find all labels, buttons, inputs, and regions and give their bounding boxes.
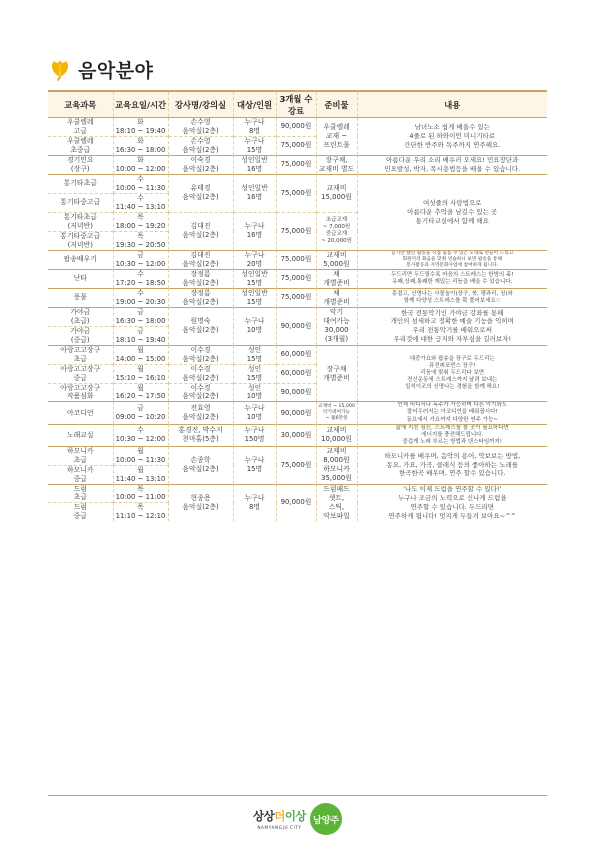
section-title: 음악분야 xyxy=(78,59,154,82)
course-fee: 90,000원 xyxy=(276,118,316,137)
course-time: 월 15:10 ~ 16:10 xyxy=(113,364,168,383)
course-time: 목 11:10 ~ 12:10 xyxy=(113,503,168,521)
course-instructor: 손수영 음악실(2층) xyxy=(168,136,233,155)
course-fee: 75,000원 xyxy=(276,250,316,269)
course-time: 수 10:30 ~ 12:00 xyxy=(113,424,168,446)
course-description: 언제 어디서나 독주가 가능하며 다른 악기와도 잘어우러지는 아코디언을 배워봅시다! 동요에서 가요까지 다양한 연주 가능~ xyxy=(357,402,547,424)
course-materials: 드럼패드 셋트, 스틱, 악보파일 xyxy=(316,484,357,521)
course-description: 여섯줄의 사랑법으로 아름다운 추억을 남길수 있는 곳 통기타교실에서 함께 해요 xyxy=(357,174,547,250)
course-name: 경기민요 (장구) xyxy=(48,155,113,174)
course-materials: 채 개별준비 xyxy=(316,288,357,307)
column-header: 내용 xyxy=(357,92,547,118)
course-name: 하모니카 초급 xyxy=(48,446,113,465)
course-name: 드럼 중급 xyxy=(48,503,113,521)
course-target: 성인 15명 xyxy=(233,345,276,364)
course-description: 삶에 지친 심신, 스트레스를 풀 곳이 필요하다면 에너지를 충전해드립니다. 즐겁게 노래 부르는 방법과 댄스타임까지! xyxy=(357,424,547,446)
course-materials: 교재비 ~ 15,000 악기대여가능 ~ 월6만원 xyxy=(316,402,357,424)
column-header: 3개월 수강료 xyxy=(276,92,316,118)
course-fee: 75,000원 xyxy=(276,212,316,250)
course-fee: 60,000원 xyxy=(276,345,316,364)
slogan-text xyxy=(253,808,306,824)
course-description: 하모니카를 배우며, 음악의 용어, 악보보는 방법, 동요, 가요, 가곡, 클래식 등의 좋아하는 노래를 한곡한곡 배우며, 연주 할수 있습니다. xyxy=(357,446,547,484)
course-fee: 75,000원 xyxy=(276,269,316,288)
course-description: 두드리면 두드릴수록 마음의 스트레스는 한방의 훅! 유쾌,상쾌,통쾌한 재밌는 리듬을 배울 수 있습니다. xyxy=(357,269,547,288)
course-table xyxy=(48,92,547,521)
course-time: 수 17:20 ~ 18:50 xyxy=(113,269,168,288)
course-fee: 90,000원 xyxy=(276,383,316,402)
course-name: 우쿨렐레 초중급 xyxy=(48,136,113,155)
slogan-part: 이상 xyxy=(284,809,307,823)
course-time: 목 19:30 ~ 20:50 xyxy=(113,231,168,250)
course-target: 성인일반 16명 xyxy=(233,174,276,212)
column-header: 강사명/강의실 xyxy=(168,92,233,118)
course-name: 통기타초급 xyxy=(48,174,113,193)
course-materials: 초급교재 ~ 7,000원 중급교재 ~ 20,000원 xyxy=(316,212,357,250)
course-time: 월 10:00 ~ 11:30 xyxy=(113,446,168,465)
table-bottom-rule xyxy=(48,795,547,796)
course-materials: 교재비 15,000원 xyxy=(316,174,357,212)
table-header-row xyxy=(48,92,547,118)
course-fee: 75,000원 xyxy=(276,155,316,174)
course-name: 팝송배우기 xyxy=(48,250,113,269)
course-fee: 60,000원 xyxy=(276,364,316,383)
course-instructor: 손종학 음악실(2층) xyxy=(168,446,233,484)
city-logo xyxy=(253,802,342,836)
course-name: 우쿨렐레 고급 xyxy=(48,118,113,137)
course-description: 흥겹고, 신명나는 사물놀이(장구, 북, 꽹과리, 징)와 함께 다양성 스트레스를 확 풀어보세요♡ xyxy=(357,288,547,307)
section-header xyxy=(48,56,153,82)
course-time: 금 16:30 ~ 18:00 xyxy=(113,307,168,326)
course-name: 가야금 (중급) xyxy=(48,326,113,345)
course-target: 누구나 8명 xyxy=(233,484,276,521)
ginkgo-leaf-icon xyxy=(48,57,72,81)
course-instructor: 이수경 음악실(2층) xyxy=(168,345,233,364)
column-header: 교육요일/시간 xyxy=(113,92,168,118)
course-target: 누구나 10명 xyxy=(233,307,276,345)
course-target: 성인일반 15명 xyxy=(233,269,276,288)
course-materials: 악기 대여가능 30,000 (3개월) xyxy=(316,307,357,345)
course-description: 한국 전통악기인 가야금 강좌를 통해 개인의 섬세하고 정확한 예술 기능을 익히며 우리 전통악기를 배워으로써 우리것에 대한 긍지와 자부심을 길러보자! xyxy=(357,307,547,345)
course-instructor: 원명숙 음악실(2층) xyxy=(168,307,233,345)
city-slogan xyxy=(253,808,306,830)
course-instructor: 김대진 음악실(2층) xyxy=(168,250,233,269)
course-fee: 90,000원 xyxy=(276,484,316,521)
course-name: 통기타초급 (저녁반) xyxy=(48,212,113,231)
course-name: 노래교실 xyxy=(48,424,113,446)
course-instructor: 전효영 음악실(2층) xyxy=(168,402,233,424)
course-target: 누구나 15명 xyxy=(233,446,276,484)
column-header: 대상/인원 xyxy=(233,92,276,118)
course-time: 수 10:00 ~ 11:30 xyxy=(113,174,168,193)
course-fee: 75,000원 xyxy=(276,288,316,307)
course-time: 화 16:30 ~ 18:00 xyxy=(113,136,168,155)
course-materials: 우쿨렐레 교재 ~ 프린트물 xyxy=(316,118,357,156)
course-target: 누구나 15명 xyxy=(233,136,276,155)
course-materials: 교재비 8,000원 하모니카 35,000원 xyxy=(316,446,357,484)
city-badge: 남양주 xyxy=(310,803,342,835)
course-description: '나도 이제 드럼을 연주할 수 있다!' 누구나 조금의 노력으로 신나게 드럼을 연주할 수 있습니다. 두드리면 연주하게 됩니다! 멋지게 두들겨 보아요~^^ xyxy=(357,484,547,521)
course-materials: 교재비 10,000원 xyxy=(316,424,357,446)
course-name: 아랑고고장구 중급 xyxy=(48,364,113,383)
course-target: 성인일반 16명 xyxy=(233,155,276,174)
course-time: 수 19:00 ~ 20:30 xyxy=(113,288,168,307)
course-fee: 90,000원 xyxy=(276,402,316,424)
course-target: 누구나 8명 xyxy=(233,118,276,137)
course-time: 금 10:30 ~ 12:00 xyxy=(113,250,168,269)
course-instructor: 유태경 음악실(2층) xyxy=(168,174,233,212)
column-header: 교육과목 xyxy=(48,92,113,118)
course-name: 통기타중고급 xyxy=(48,193,113,212)
course-instructor: 장정름 음악실(2층) xyxy=(168,269,233,288)
course-fee: 30,000원 xyxy=(276,424,316,446)
course-name: 통기타중고급 (저녁반) xyxy=(48,231,113,250)
course-materials: 장구채 개별준비 xyxy=(316,345,357,402)
course-time: 월 16:20 ~ 17:50 xyxy=(113,383,168,402)
course-fee: 90,000원 xyxy=(276,307,316,345)
course-name: 풍물 xyxy=(48,288,113,307)
course-description: 남녀노소 쉽게 배울수 있는 4줄로 된 하와이언 미니기타로 간단한 반주와 독주까지 연주해요. xyxy=(357,118,547,156)
course-name: 아랑고고장구 작품심화 xyxy=(48,383,113,402)
course-instructor: 이숙경 음악실(2층) xyxy=(168,155,233,174)
course-fee: 75,000원 xyxy=(276,446,316,484)
course-target: 성인 15명 xyxy=(233,364,276,383)
course-description: 대중가요와 팝송을 장구로 두드리는 퓨전퍼포먼스 장구! 리듬에 맞춰 두드리다 보면 전신운동에 스트레스까지 날려 보내는 일석이조의 신명나는 경험을 함께 해요! xyxy=(357,345,547,402)
column-header: 준비물 xyxy=(316,92,357,118)
course-time: 수 11:40 ~ 13:10 xyxy=(113,193,168,212)
course-fee: 75,000원 xyxy=(276,174,316,212)
course-description: 아름다운 우리 소리 배우러 오세요! 민요장단과 민요발성, 박자, 목시용법등을 배울 수 있습니다. xyxy=(357,155,547,174)
course-description: 듣기만 했던 팝송을 직접 불를 수 있는 노래로 만들어 드리고 회원끼리 화음을 맞춰 연습하니 보면 팝송을 통해 봉사활동과 지역문화사업에 참여하게 됩니다. xyxy=(357,250,547,269)
course-time: 화 18:10 ~ 19:40 xyxy=(113,118,168,137)
course-name: 난타 xyxy=(48,269,113,288)
course-name: 아랑고고장구 초급 xyxy=(48,345,113,364)
course-target: 성인일반 15명 xyxy=(233,288,276,307)
course-target: 누구나 150명 xyxy=(233,424,276,446)
slogan-part: 더 xyxy=(274,809,285,823)
course-instructor: 현종용 음악실(2층) xyxy=(168,484,233,521)
course-target: 누구나 16명 xyxy=(233,212,276,250)
course-name: 하모니카 중급 xyxy=(48,465,113,484)
course-instructor: 장정름 음악실(2층) xyxy=(168,288,233,307)
course-instructor: 홍경진, 박수지 천마홀(5층) xyxy=(168,424,233,446)
course-materials: 채 개별준비 xyxy=(316,269,357,288)
course-materials: 교재비 5,000원 xyxy=(316,250,357,269)
course-materials: 장구채, 교재비 별도 xyxy=(316,155,357,174)
course-target: 성인 10명 xyxy=(233,383,276,402)
course-name: 드럼 초급 xyxy=(48,484,113,503)
course-instructor: 이수경 음악실(2층) xyxy=(168,364,233,383)
course-time: 목 10:00 ~ 11:00 xyxy=(113,484,168,503)
course-time: 목 18:00 ~ 19:20 xyxy=(113,212,168,231)
course-time: 월 14:00 ~ 15:00 xyxy=(113,345,168,364)
course-fee: 75,000원 xyxy=(276,136,316,155)
slogan-subtitle: NAMYANGJU CITY xyxy=(257,825,302,830)
slogan-part: 상상 xyxy=(253,809,275,823)
course-instructor: 손수영 음악실(2층) xyxy=(168,118,233,137)
course-name: 아코디언 xyxy=(48,402,113,424)
course-time: 금 18:10 ~ 19:40 xyxy=(113,326,168,345)
course-time: 금 09:00 ~ 10:20 xyxy=(113,402,168,424)
course-instructor: 김대진 음악실(2층) xyxy=(168,212,233,250)
course-time: 화 10:00 ~ 12:00 xyxy=(113,155,168,174)
course-instructor: 이수경 음악실(2층) xyxy=(168,383,233,402)
course-name: 가야금 (초급) xyxy=(48,307,113,326)
course-time: 월 11:40 ~ 13:10 xyxy=(113,465,168,484)
course-target: 누구나 10명 xyxy=(233,402,276,424)
course-target: 누구나 20명 xyxy=(233,250,276,269)
